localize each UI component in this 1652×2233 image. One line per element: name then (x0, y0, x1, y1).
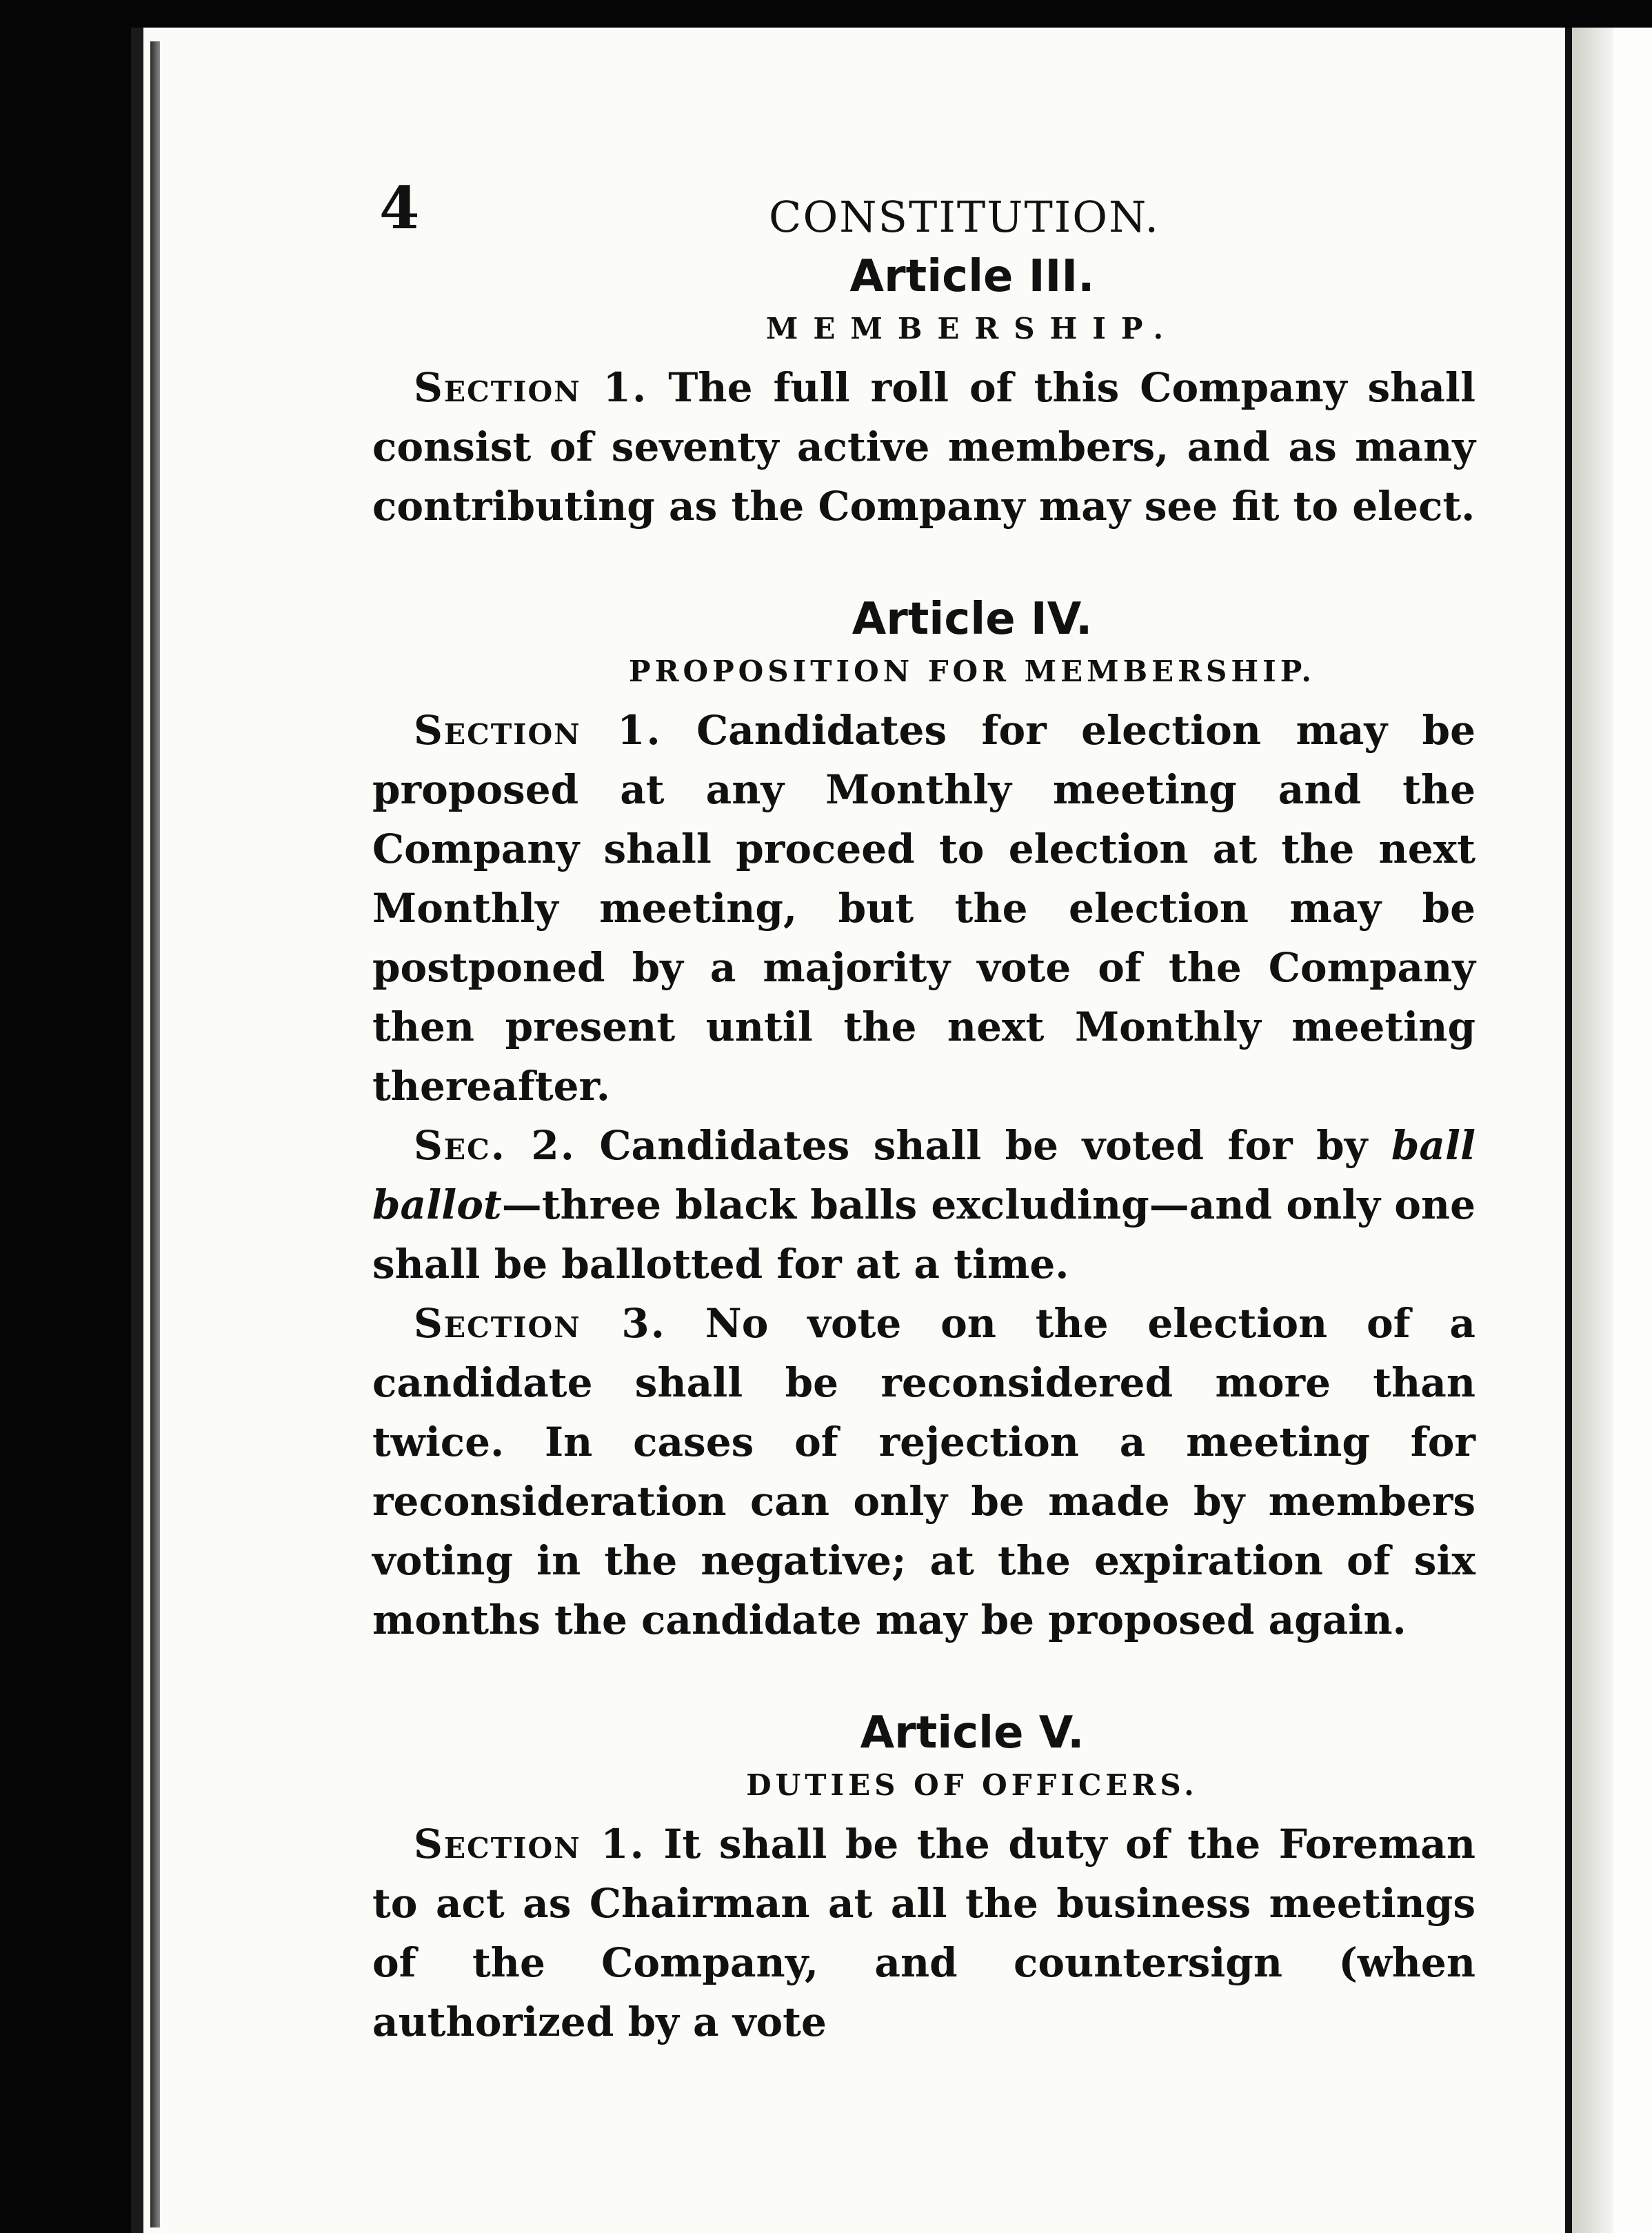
page-binding-edge (150, 41, 160, 2227)
page-number: 4 (379, 174, 420, 242)
section-italic-text: ball ballot (372, 1122, 1476, 1228)
article-3-section-1 (372, 358, 1475, 536)
article-4-section-3 (372, 1294, 1475, 1650)
page-content (372, 159, 1475, 2052)
article-5-section-1 (372, 1814, 1475, 2052)
article-3-subtitle: MEMBERSHIP. (765, 312, 1179, 346)
running-title: CONSTITUTION. (769, 192, 1160, 242)
section-text: Candidates shall be voted for by (599, 1122, 1368, 1169)
article-5-title: Article V. (860, 1708, 1085, 1759)
section-text: The full roll of this Company shall consist of seventy active members, and as many contributing as the Company may see fit to elect. (372, 364, 1475, 530)
section-lead: Section 3. (414, 1300, 666, 1347)
article-4-section-1 (372, 701, 1475, 1116)
running-head (372, 159, 1475, 242)
article-4-title: Article IV. (852, 594, 1093, 645)
page-shadow-strip (1572, 28, 1613, 2233)
section-text: Candidates for election may be proposed at any Monthly meeting and the Company shall proceed to election at the next Monthly meeting, but the election may be postponed by a majority vote of the Company then present until the next Monthly meeting thereafter. (372, 707, 1476, 1110)
section-text-continued: —three black balls excluding—and only one shall be ballotted for at a time. (372, 1181, 1475, 1288)
article-5-subtitle: DUTIES OF OFFICERS. (746, 1768, 1198, 1802)
article-4-section-2 (372, 1116, 1475, 1294)
section-lead: Sec. 2. (414, 1122, 576, 1169)
section-text: It shall be the duty of the Foreman to act as Chairman at all the business meetings of the Company, and countersign (when authorized by a vote (372, 1821, 1475, 2045)
article-3-title: Article III. (849, 251, 1095, 302)
section-lead: Section 1. (414, 364, 648, 411)
article-4-subtitle: PROPOSITION FOR MEMBERSHIP. (629, 654, 1316, 688)
section-lead: Section 1. (414, 1821, 645, 1867)
section-lead: Section 1. (414, 707, 662, 754)
section-text: No vote on the election of a candidate shall be reconsidered more than twice. In cases of rejection a meeting for reconsideration can only be made by members voting in the negative; at the expiration of six months the candidate may be proposed again. (372, 1300, 1475, 1643)
